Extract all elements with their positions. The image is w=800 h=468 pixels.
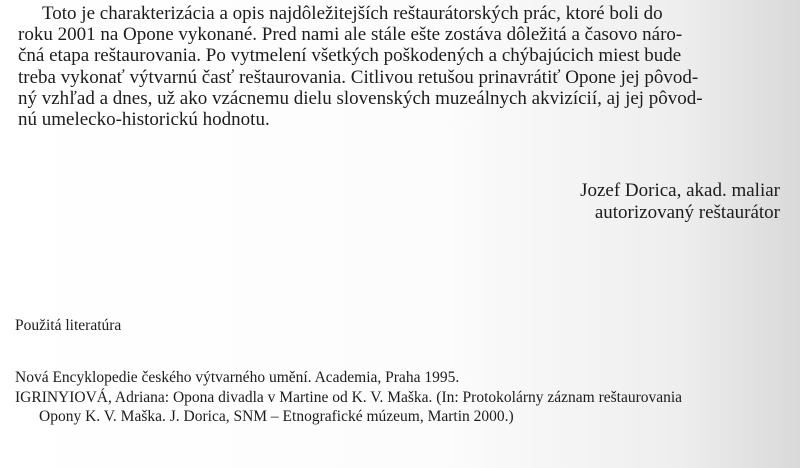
literature-entry: Nová Encyklopedie českého výtvarného umění. Academia, Praha 1995.	[15, 369, 460, 386]
literature-entry: IGRINYIOVÁ, Adriana: Opona divadla v Martine od K. V. Maška. (In: Protokolárny záznam reštaurovania	[15, 388, 683, 406]
paragraph-line: treba vykonať výtvarnú časť reštaurovania. Citlivou retušou prinavrátiť Opone jej pôvod-	[18, 66, 699, 88]
author-signature	[580, 180, 780, 223]
paragraph-line: roku 2001 na Opone vykonané. Pred nami ale stále ešte zostáva dôležitá a časovo náro-	[18, 24, 683, 46]
paragraph-line: čná etapa reštaurovania. Po vytmelení všetkých poškodených a chýbajúcich miest bude	[18, 45, 682, 67]
literature-list	[15, 368, 682, 427]
author-name: Jozef Dorica, akad. maliar	[580, 180, 780, 201]
paragraph-line: nú umelecko-historickú hodnotu.	[18, 109, 270, 131]
author-title: autorizovaný reštaurátor	[594, 201, 780, 223]
paragraph-line: ný vzhľad a dnes, už ako vzácnemu dielu slovenských muzeálnych akvizícií, aj jej pôvod-	[18, 87, 703, 109]
literature-heading: Použitá literatúra	[15, 317, 122, 334]
main-paragraph	[18, 3, 798, 130]
paragraph-line: Toto je charakterizácia a opis najdôležitejších reštaurátorských prác, ktoré boli do	[42, 3, 663, 24]
literature-entry-continuation: Opony K. V. Maška. J. Dorica, SNM – Etnografické múzeum, Martin 2000.)	[39, 408, 514, 425]
